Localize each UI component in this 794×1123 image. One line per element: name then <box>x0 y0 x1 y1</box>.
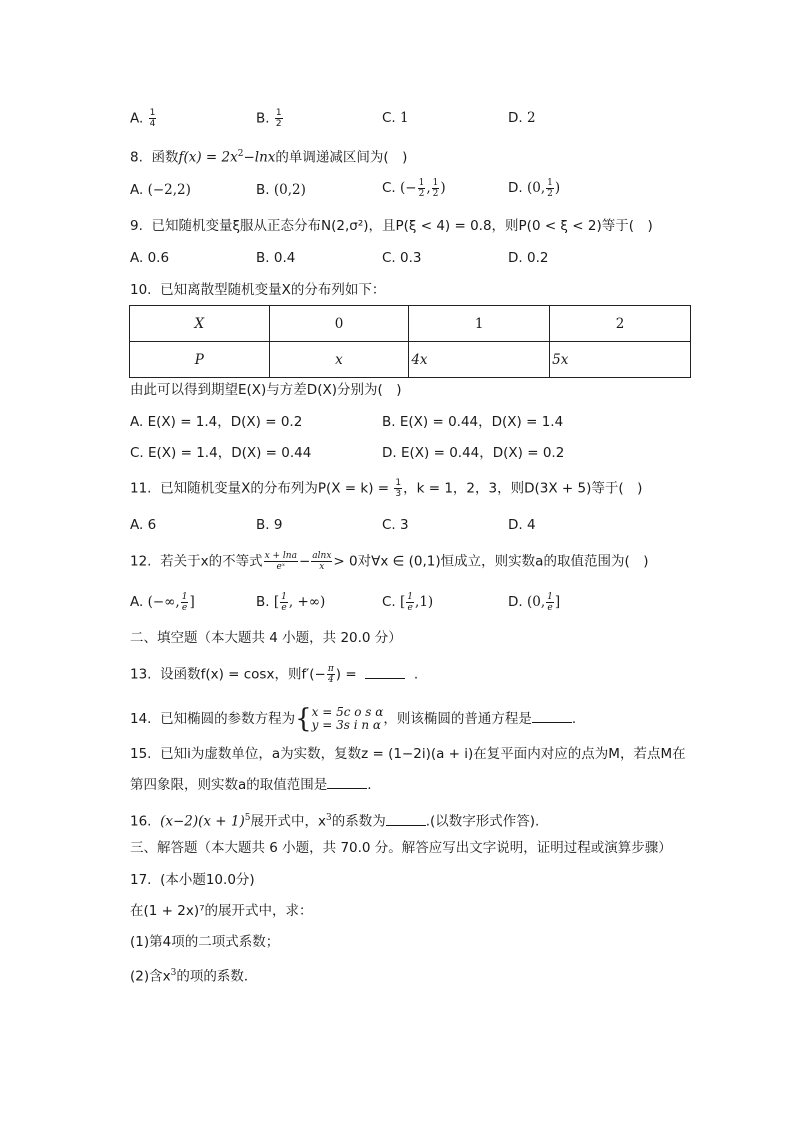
q9-stem: 9. 已知随机变量ξ服从正态分布N(2,σ²)，且P(ξ < 4) = 0.8，则P(0 < ξ < 2)等于( ) <box>130 218 653 234</box>
q14-stem: 14. 已知椭圆的参数方程为 { x = 5c o s α y = 3s i n α ，则该椭圆的普通方程是 . <box>130 704 577 734</box>
q7-option-b <box>256 108 284 129</box>
q15-stem-line1: 15. 已知i为虚数单位，a为实数，复数z = (1−2i)(a + i)在复平面内对应的点为M，若点M在 <box>130 746 686 762</box>
answer-blank[interactable] <box>327 788 367 789</box>
q10-stem: 10. 已知离散型随机变量X的分布列如下： <box>130 282 386 298</box>
q11-option-c: C. 3 <box>382 517 409 533</box>
table-cell: 2 <box>550 306 691 342</box>
q11-stem: 11. 已知随机变量X的分布列为P(X = k) = $\frac{1}{3}$ ，k = 1，2，3，则D(3X + 5)等于( ) <box>130 478 643 499</box>
answer-blank[interactable] <box>386 825 426 826</box>
option-label: B. <box>256 110 270 127</box>
q8-option-a: A. (−2,2) <box>130 182 191 198</box>
fraction: $\frac{\pi}{4}$ <box>327 664 334 685</box>
q10-option-a: A. E(X) = 1.4，D(X) = 0.2 <box>130 414 303 430</box>
q10-option-b: B. E(X) = 0.44，D(X) = 1.4 <box>382 414 564 430</box>
fraction: $\frac{1}{4}$ <box>149 108 156 129</box>
q8-option-b: B. (0,2) <box>256 182 306 198</box>
q15-stem-line2: 第四象限，则实数a的取值范围是 . <box>130 777 372 793</box>
answer-blank[interactable] <box>365 678 405 679</box>
q9-option-c: C. 0.3 <box>382 250 422 266</box>
answer-blank[interactable] <box>532 722 572 723</box>
section-heading-fill-in: 二、填空题（本大题共 4 小题，共 20.0 分） <box>130 630 402 646</box>
q12-option-c: C. [ $\frac{1}{e}$ ,1) <box>382 592 434 613</box>
q7-option-d: D. 2 <box>508 110 536 126</box>
q12-option-b: B. [ $\frac{1}{e}$ , +∞) <box>256 592 326 613</box>
q10-option-d: D. E(X) = 0.44，D(X) = 0.2 <box>382 445 565 461</box>
q12-option-a: A. (−∞, $\frac{1}{e}$ ] <box>130 592 195 613</box>
q11-option-a: A. 6 <box>130 517 157 533</box>
q11-option-d: D. 4 <box>508 517 536 533</box>
equation-system: { x = 5c o s α y = 3s i n α <box>295 704 384 734</box>
table-cell: 5x <box>550 342 691 378</box>
q8-option-c: C. (− $\frac{1}{2}$ , $\frac{1}{2}$ ) <box>382 178 446 199</box>
table-row <box>130 306 691 342</box>
q13-stem: 13. 设函数f(x) = cosx，则f′(− $\frac{\pi}{4}$ ) = . <box>130 664 419 685</box>
q9-option-a: A. 0.6 <box>130 250 170 266</box>
fraction: $\frac{alnx}{x}$ <box>312 551 332 572</box>
q11-option-b: B. 9 <box>256 517 283 533</box>
q7-option-a <box>130 108 157 129</box>
q17-part-1: (1)第4项的二项式系数； <box>130 934 280 950</box>
table-cell: 4x <box>409 342 550 378</box>
q10-option-c: C. E(X) = 1.4，D(X) = 0.44 <box>130 445 312 461</box>
option-label: A. <box>130 110 144 127</box>
table-cell: 0 <box>269 306 409 342</box>
table-cell: X <box>130 306 270 342</box>
q7-option-c: C. 1 <box>382 110 409 126</box>
q9-option-d: D. 0.2 <box>508 250 549 266</box>
q17-intro: 在(1 + 2x)⁷的展开式中，求： <box>130 903 313 919</box>
distribution-table <box>129 305 691 378</box>
section-heading-solution: 三、解答题（本大题共 6 小题，共 70.0 分。解答应写出文字说明，证明过程或演算步骤） <box>130 840 672 856</box>
fraction: $\frac{x + \ln a}{\text{eˣ}}$ <box>264 551 297 572</box>
fraction: $\frac{1}{2}$ <box>275 108 282 129</box>
q12-option-d: D. (0, $\frac{1}{e}$ ] <box>508 592 561 613</box>
table-cell: 1 <box>409 306 550 342</box>
q12-stem: 12. 若关于x的不等式 $\frac{x + \ln a}{\text{eˣ}}$ − $\frac{alnx}{x}$ > 0对∀x ∈ (0,1)恒成立，则实数a的取值范围为( ) <box>130 551 649 572</box>
q8-option-d: D. (0, $\frac{1}{2}$ ) <box>508 178 561 199</box>
q10-followup: 由此可以得到期望E(X)与方差D(X)分别为( ) <box>130 382 402 398</box>
table-row <box>130 342 691 378</box>
table-cell: x <box>269 342 409 378</box>
q9-option-b: B. 0.4 <box>256 250 296 266</box>
q17-part-2: (2)含$x^3$的项的系数． <box>130 968 258 985</box>
table-cell: P <box>130 342 270 378</box>
q16-stem: 16. $(x-2)(x + 1)^5$展开式中，$x^3$的系数为 .(以数字形式作答). <box>130 813 540 830</box>
q17-header: 17. (本小题10.0分) <box>130 872 255 888</box>
fraction: $\frac{1}{3}$ <box>395 478 402 499</box>
q8-stem: 8. 函数$f(x) = 2x^2-\ln x$的单调递减区间为( ) <box>130 149 408 166</box>
